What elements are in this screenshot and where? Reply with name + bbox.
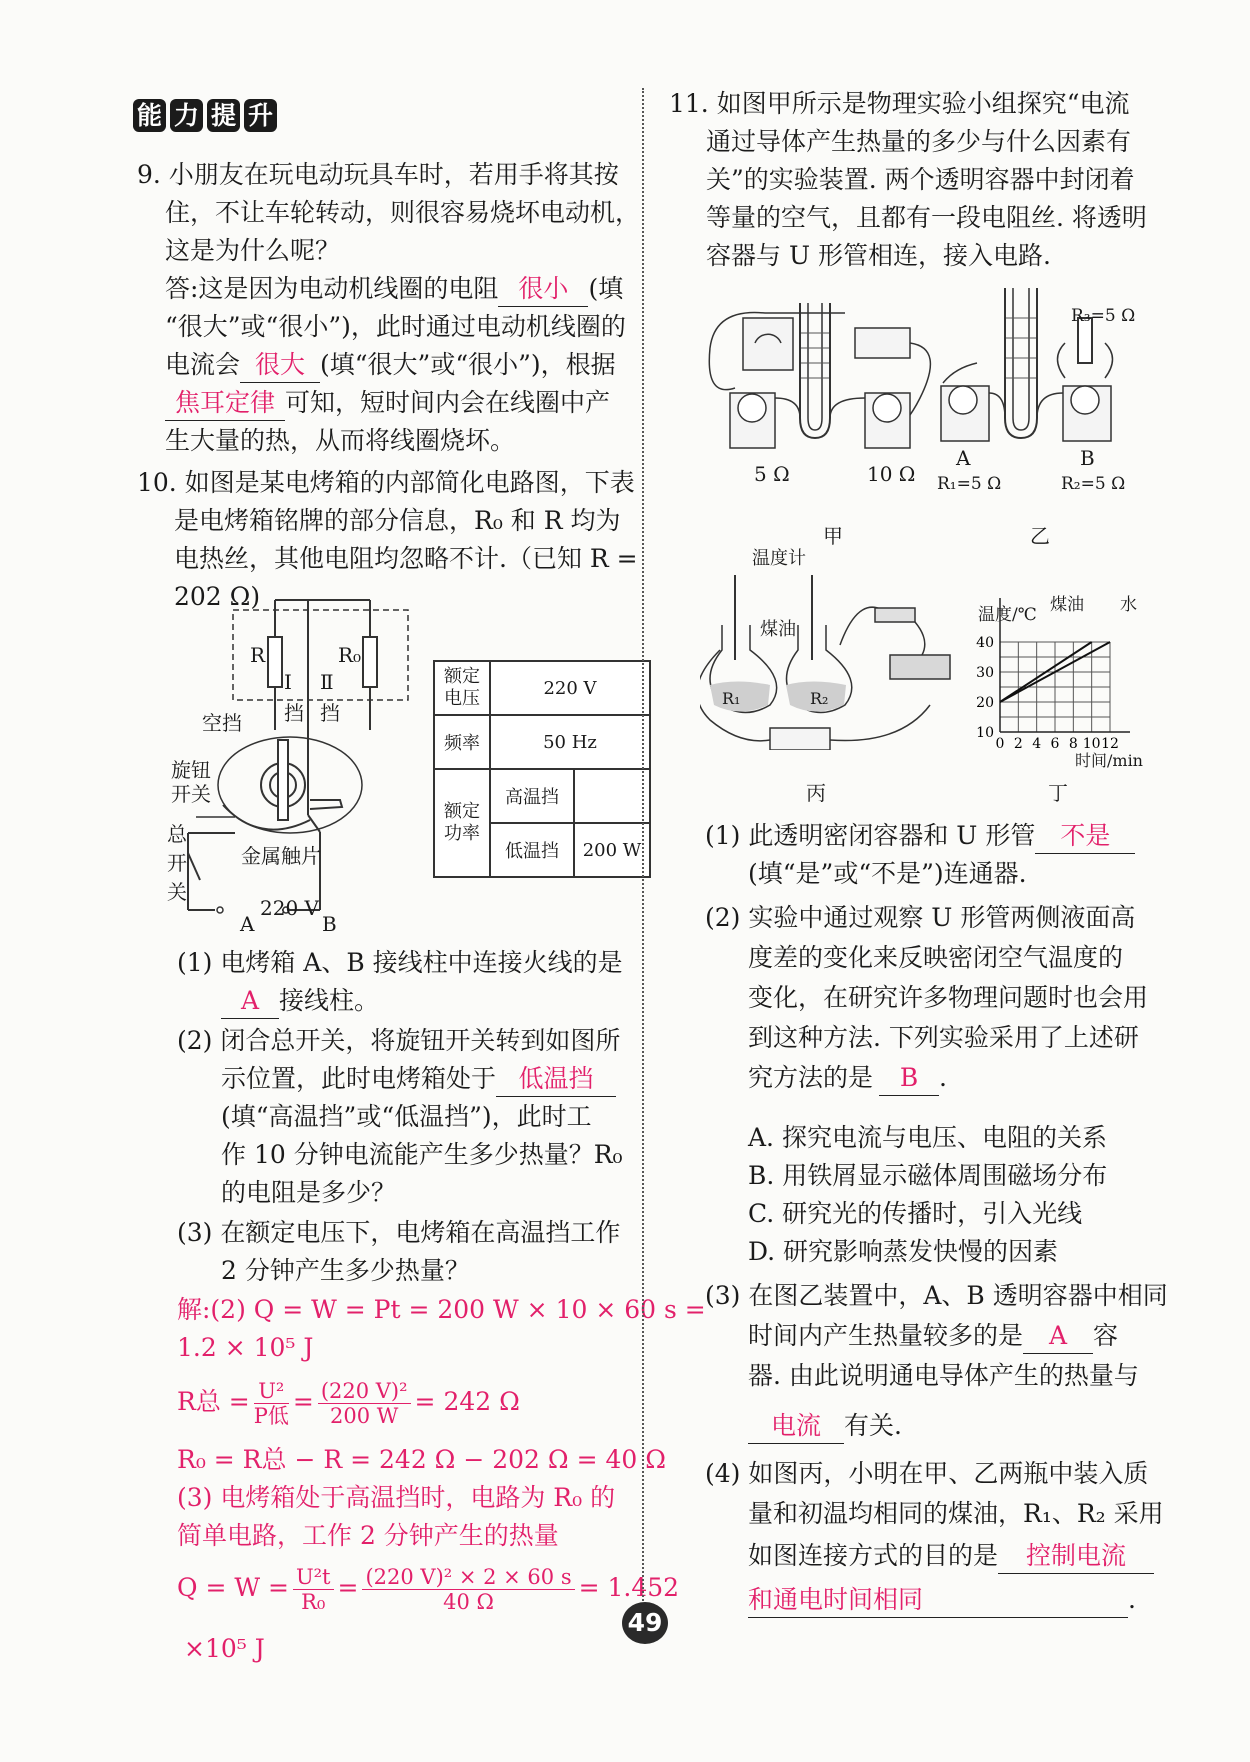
label-main: 总 (167, 822, 187, 846)
label-r3: R₃=5 Ω (1071, 306, 1136, 326)
table-cell: 额定 电压 (434, 661, 490, 715)
table-cell: 低温挡 (490, 823, 574, 877)
label-5ohm: 5 Ω (754, 462, 790, 486)
label-main-3: 关 (167, 880, 187, 904)
caption-jia: 甲 (823, 524, 843, 548)
label-terminal-b: B (322, 912, 337, 936)
q10-part2-line1: (2) 闭合总开关，将旋钮开关转到如图所 (177, 1026, 621, 1055)
label-10ohm: 10 Ω (867, 462, 916, 486)
label-r: R (250, 643, 266, 667)
y-tick-label: 40 (976, 635, 994, 651)
label-gear2: Ⅱ (320, 670, 334, 694)
table-cell: 200 W (574, 823, 650, 877)
q11-part2-line1: (2) 实验中通过观察 U 形管两侧液面高 (705, 903, 1136, 932)
graph-series-water: 水 (1120, 595, 1137, 615)
q11-option-c: C. 研究光的传播时，引入光线 (748, 1199, 1083, 1228)
label-gear1: Ⅰ (284, 670, 292, 694)
label-terminal-a: A (240, 912, 255, 936)
label-knob-2: 开关 (171, 782, 211, 806)
page-number: 49 (622, 1602, 668, 1644)
q9-stem-2: 住，不让车轮转动，则很容易烧坏电动机， (165, 198, 641, 227)
caption-ding: 丁 (1048, 781, 1068, 805)
label-container-b: B (1080, 446, 1095, 470)
q10-part2-line3: (填“高温挡”或“低温挡”)，此时工 (221, 1102, 592, 1131)
q10-solution-5: (3) 电烤箱处于高温挡时，电路为 R₀ 的 (177, 1483, 616, 1512)
table-cell: 50 Hz (490, 715, 650, 769)
q9-answer-line-1 (165, 272, 623, 307)
badge-char: 能 (133, 99, 166, 132)
q11-option-b: B. 用铁屑显示磁体周围磁场分布 (748, 1161, 1108, 1190)
label-container-a: A (956, 446, 971, 470)
q11-stem-5: 容器与 U 形管相连，接入电路. (706, 241, 1051, 270)
q11-blank-6: 和通电时间相同 (748, 1583, 1128, 1618)
q11-option-a: A. 探究电流与电压、电阻的关系 (748, 1123, 1107, 1152)
q9-blank-2: 很大 (240, 348, 320, 383)
q9-answer-text: (填 (588, 274, 624, 303)
column-divider (642, 88, 644, 1608)
q11-part3-line2: 时间内产生热量较多的是 A 容 (748, 1319, 1118, 1354)
badge-char: 提 (207, 99, 240, 132)
graph-y-label: 温度/℃ (978, 605, 1037, 625)
x-tick-label: 10 (1082, 736, 1101, 752)
q10-part3-line1: (3) 在额定电压下，电烤箱在高温挡工作 (177, 1218, 621, 1247)
q10-blank-2: 低温挡 (496, 1062, 616, 1097)
caption-bing: 丙 (806, 781, 826, 805)
q10-stem-3: 电热丝，其他电阻均忽略不计.（已知 R = (174, 544, 638, 573)
label-thermometer: 温度计 (752, 548, 806, 569)
q9-answer-line-3 (165, 348, 616, 383)
section-badge (133, 99, 277, 132)
q9-answer-text: 电流会 (165, 350, 241, 379)
label-r1: R₁=5 Ω (937, 474, 1002, 494)
x-tick-label: 2 (1013, 736, 1023, 752)
q11-part4-line1: (4) 如图丙，小明在甲、乙两瓶中装入质 (705, 1459, 1149, 1488)
q10-part2-line4: 作 10 分钟电流能产生多少热量？R₀ (221, 1140, 623, 1169)
label-voltage: 220 V (260, 896, 319, 920)
q9-answer-text: 可知，短时间内会在线圈中产 (285, 388, 611, 417)
table-row (434, 769, 650, 823)
table-cell: 高温挡 (490, 769, 574, 823)
x-tick-label: 12 (1101, 736, 1119, 752)
y-tick-label: 30 (976, 665, 994, 681)
q10-part2-line5: 的电阻是多少？ (221, 1178, 397, 1207)
q11-blank-4: 电流 (748, 1409, 844, 1444)
q11-part4-line4: 和通电时间相同 . (748, 1583, 1136, 1618)
q11-part2-line2: 度差的变化来反映密闭空气温度的 (748, 943, 1124, 972)
q10-stem-1: 10. 如图是某电烤箱的内部简化电路图，下表 (137, 468, 635, 497)
q10-solution-1: 解:(2) Q = W = Pt = 200 W × 10 × 60 s = (177, 1295, 706, 1324)
x-tick-label: 4 (1032, 736, 1042, 752)
label-knob: 旋钮 (171, 758, 211, 782)
q10-stem-4: 202 Ω) (174, 582, 261, 611)
q10-part3-line2: 2 分钟产生多少热量？ (221, 1256, 470, 1285)
table-cell: 频率 (434, 715, 490, 769)
q9-blank-3: 焦耳定律 (165, 386, 285, 421)
q11-stem-3: 关”的实验装置. 两个透明容器中封闭着 (706, 165, 1135, 194)
q9-stem-1: 9. 小朋友在玩电动玩具车时，若用手将其按 (137, 160, 619, 189)
label-contact: 金属触片 (241, 844, 321, 868)
q9-answer-text: (填“很大”或“很小”)，根据 (320, 350, 616, 379)
q9-answer-line-2: “很大”或“很小”)，此时通过电动机线圈的 (165, 312, 626, 341)
table-cell: 额定 功率 (434, 769, 490, 877)
q11-part3-line4: 电流 有关. (748, 1409, 902, 1444)
q11-part2-line3: 变化，在研究许多物理问题时也会用 (748, 983, 1149, 1012)
q10-blank-1: A (221, 984, 279, 1019)
table-row (434, 661, 650, 715)
q11-blank-3: A (1023, 1319, 1093, 1354)
y-tick-label: 20 (976, 695, 994, 711)
q11-blank-5: 控制电流 (998, 1539, 1154, 1574)
q10-solution-3: R总 = $\frac{\text{U²}}{\text{P低}}$ = $\frac{\text{(220 V)²}}{200 W}$ = 242 Ω (177, 1379, 520, 1428)
graph-series-kerosene: 煤油 (1050, 595, 1084, 615)
q11-part2-line5: 究方法的是 B . (748, 1061, 947, 1096)
q11-stem-2: 通过导体产生热量的多少与什么因素有 (706, 127, 1132, 156)
q11-part4-line3: 如图连接方式的目的是 控制电流 (748, 1539, 1154, 1574)
q10-part1-line2: A 接线柱。 (221, 984, 379, 1019)
q11-part3-line1: (3) 在图乙装置中，A、B 透明容器中相同 (705, 1281, 1168, 1310)
label-bing-r1: R₁ (722, 689, 741, 708)
q9-stem-3: 这是为什么呢？ (165, 236, 341, 265)
nameplate-table (433, 660, 651, 878)
q10-solution-7: Q = W = $\frac{\text{U²t}}{\text{R₀}}$ = $\frac{\text{(220 V)² × 2 × 60 s}}{40 \Omega}$ = 1.452 (177, 1565, 680, 1614)
label-gear2-b: 挡 (320, 701, 340, 725)
q10-solution-2: 1.2 × 10⁵ J (177, 1333, 314, 1362)
label-main-2: 开 (167, 851, 187, 875)
q10-part1-line1: (1) 电烤箱 A、B 接线柱中连接火线的是 (177, 948, 623, 977)
q11-part3-line3: 器. 由此说明通电导体产生的热量与 (748, 1361, 1139, 1390)
table-cell (574, 769, 650, 823)
q11-part4-line2: 量和初温均相同的煤油，R₁、R₂ 采用 (748, 1499, 1164, 1528)
label-r2: R₂=5 Ω (1061, 474, 1126, 494)
q9-answer-line-4 (165, 386, 610, 421)
q9-answer-text: 答:这是因为电动机线圈的电阻 (165, 274, 499, 303)
y-tick-label: 10 (976, 725, 994, 741)
q11-option-d: D. 研究影响蒸发快慢的因素 (748, 1237, 1059, 1266)
q10-stem-2: 是电烤箱铭牌的部分信息，R₀ 和 R 均为 (174, 506, 621, 535)
x-tick-label: 8 (1068, 736, 1078, 752)
q11-part1-line1: (1) 此透明密闭容器和 U 形管 不是 (705, 819, 1135, 854)
q10-solution-8: ×10⁵ J (184, 1634, 265, 1663)
graph-x-label: 时间/min (1075, 751, 1143, 770)
table-cell: 220 V (490, 661, 650, 715)
label-r0: R₀ (338, 643, 362, 667)
caption-yi: 乙 (1030, 524, 1050, 548)
q11-stem-1: 11. 如图甲所示是物理实验小组探究“电流 (669, 89, 1130, 118)
label-gear1-b: 挡 (284, 701, 304, 725)
label-empty-gear: 空挡 (202, 711, 242, 735)
q10-solution-4: R₀ = R总 − R = 242 Ω − 202 Ω = 40 Ω (177, 1445, 666, 1474)
q10-solution-6: 简单电路，工作 2 分钟产生的热量 (177, 1521, 559, 1550)
badge-char: 升 (244, 99, 277, 132)
q9-blank-1: 很小 (498, 272, 588, 307)
x-tick-label: 6 (1050, 736, 1060, 752)
q11-blank-1: 不是 (1035, 819, 1135, 854)
x-tick-label: 0 (995, 736, 1005, 752)
badge-char: 力 (170, 99, 203, 132)
q10-part2-line2: 示位置，此时电烤箱处于 低温挡 (221, 1062, 616, 1097)
label-bing-r2: R₂ (810, 689, 829, 708)
label-kerosene: 煤油 (760, 619, 796, 640)
q11-stem-4: 等量的空气，且都有一段电阻丝. 将透明 (706, 203, 1147, 232)
table-row (434, 715, 650, 769)
apparatus-figure-bing (700, 570, 960, 750)
q11-blank-2: B (879, 1061, 939, 1096)
q9-answer-line-5: 生大量的热，从而将线圈烧坏。 (165, 426, 516, 455)
q11-part2-line4: 到这种方法. 下列实验采用了上述研 (748, 1023, 1139, 1052)
q11-part1-line2: (填“是”或“不是”)连通器. (748, 859, 1027, 888)
